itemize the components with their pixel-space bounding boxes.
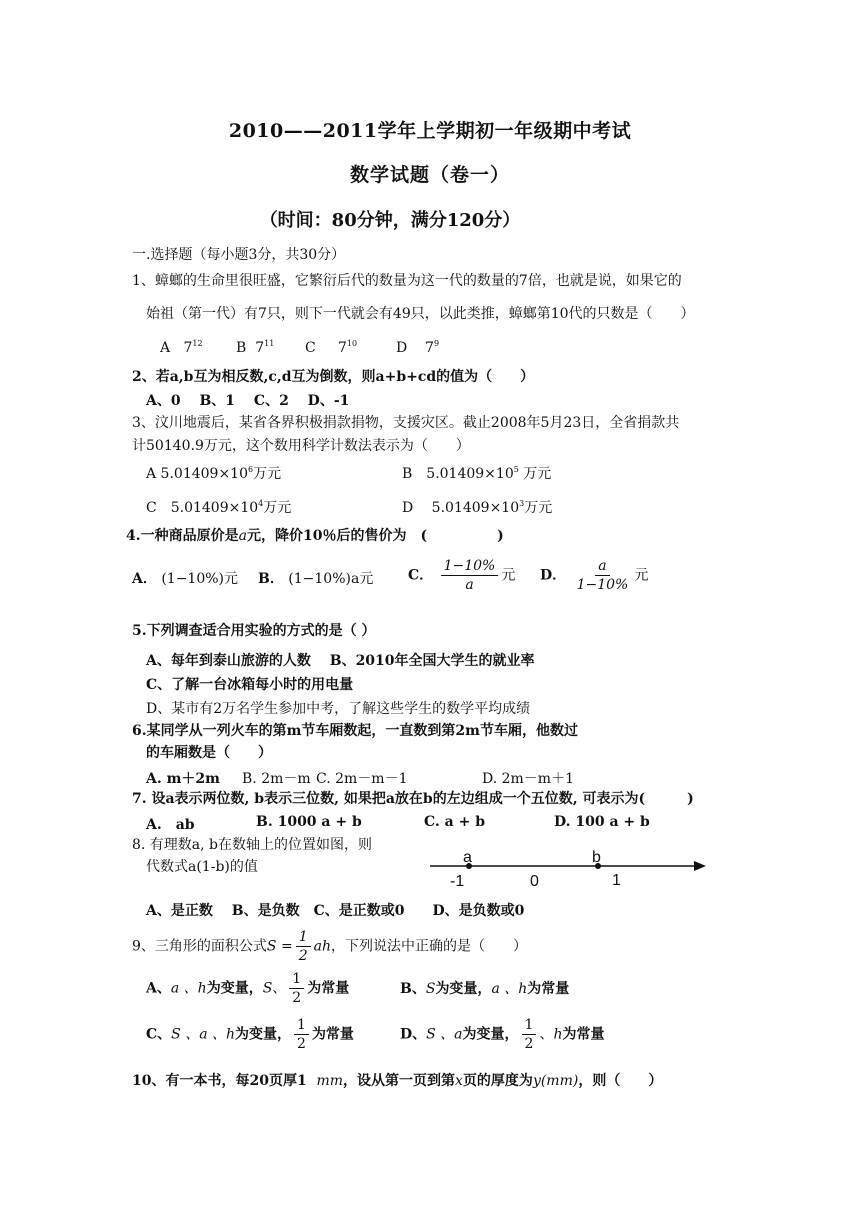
q9-formula-lhs: S = xyxy=(266,938,293,955)
q10-text-post: ，则（ ） xyxy=(578,1073,663,1089)
q4-text xyxy=(126,527,504,545)
exam-subtitle: 数学试题（卷一） xyxy=(349,164,510,186)
q4-opt-d-num: a xyxy=(595,557,609,576)
q5-option-c: C、了解一台冰箱每小时的用电量 xyxy=(146,677,354,693)
q7-option-d: D. 100 a + b xyxy=(554,814,650,830)
q9-opt-b-vars: a 、h xyxy=(491,981,528,997)
q9-option-d xyxy=(400,1016,604,1053)
q4-opt-b-unit: 元 xyxy=(359,571,374,587)
exam-title: 2010——2011学年上学期初一年级期中考试 xyxy=(228,120,632,142)
q1-opt-c-exp: 10 xyxy=(346,339,358,348)
q6-option-d: D. 2m－m＋1 xyxy=(482,771,574,787)
q6-line2: 的车厢数是（ ） xyxy=(146,745,272,761)
q10-text xyxy=(132,1070,662,1090)
exam-info: （时间：80分钟，满分120分） xyxy=(259,210,521,231)
q10-text-pre: 10、有一本书，每20页厚1 xyxy=(132,1073,307,1089)
q3-opt-b-text: B 5.01409×10 xyxy=(402,466,514,482)
q5-text: 5.下列调查适合用实验的方式的是（ ） xyxy=(132,623,376,639)
q4-opt-c-unit: 元 xyxy=(501,567,516,584)
q3-opt-d-unit: 万元 xyxy=(524,500,553,516)
q9-opt-a-label: A、 xyxy=(146,980,171,997)
q3-opt-c-unit: 万元 xyxy=(263,500,292,516)
q9-half-den: 2 xyxy=(298,948,308,964)
axis-label-b: b xyxy=(592,849,601,866)
q1-line2: 始祖（第一代）有7只，则下一代就会有49只，以此类推，蟑螂第10代的只数是（ ） xyxy=(146,306,695,322)
q1-opt-d-exp: 9 xyxy=(433,339,440,348)
q3-opt-a-exp: 6 xyxy=(248,465,254,474)
q4-option-b xyxy=(258,568,373,588)
q9-option-a xyxy=(146,970,349,1007)
q4-var-a: a xyxy=(238,528,247,544)
q1-opt-b-label: B xyxy=(236,340,247,356)
q8-line2: 代数式a(1-b)的值 xyxy=(146,859,258,875)
q4-opt-b-label: B． xyxy=(258,571,284,587)
q4-option-d xyxy=(540,557,648,594)
q4-opt-b-expr: (1−10%)a xyxy=(288,571,360,587)
q9-opt-c-post: 为常量 xyxy=(311,1026,354,1043)
q4-opt-a-unit: 元 xyxy=(224,571,239,587)
q10-var-y: y(mm) xyxy=(532,1073,579,1089)
q9-opt-c-half-num: 1 xyxy=(294,1016,309,1035)
q9-opt-d-sep: 、 xyxy=(539,1026,554,1043)
q9-opt-b-label: B、 xyxy=(400,981,426,997)
q9-text-pre: 9、三角形的面积公式 xyxy=(132,938,267,955)
q4-text-post: 元，降价10％后的售价为 ( ) xyxy=(246,528,504,544)
q9-text-post: ，下列说法中正确的是（ ） xyxy=(331,938,527,955)
q1-option-c xyxy=(305,340,357,356)
q3-opt-d-text: D 5.01409×10 xyxy=(402,500,520,516)
q3-opt-c-text: C 5.01409×10 xyxy=(146,500,259,516)
q3-option-b xyxy=(402,463,551,483)
q9-opt-d-post: 为常量 xyxy=(562,1026,605,1043)
q1-opt-b-base: 7 xyxy=(255,340,265,356)
q3-opt-b-exp: 5 xyxy=(513,465,519,474)
q9-opt-c-half-den: 2 xyxy=(297,1036,306,1052)
q4-opt-d-den: 1−10% xyxy=(576,577,629,593)
q3-opt-a-unit: 万元 xyxy=(253,466,282,482)
q9-opt-c-vars: S 、a 、h xyxy=(171,1026,236,1043)
q1-option-d xyxy=(396,340,439,356)
q4-opt-c-fraction xyxy=(441,557,499,594)
q1-opt-a-exp: 12 xyxy=(192,339,203,348)
q8-options: A、是正数 B、是负数 C、是正数或0 D、是负数或0 xyxy=(146,903,525,919)
q2-options: A、0 B、1 C、2 D、-1 xyxy=(146,393,350,409)
tick-label-0: 0 xyxy=(530,873,539,890)
q9-opt-b-mid: 为变量， xyxy=(435,981,492,997)
q9-formula-half xyxy=(296,928,311,965)
q4-opt-d-fraction xyxy=(574,557,632,594)
q4-opt-d-label: D． xyxy=(540,567,567,584)
q10-unit-mm: mm xyxy=(316,1073,344,1089)
q7-option-b: B. 1000 a + b xyxy=(256,814,362,830)
q3-option-a xyxy=(146,463,281,483)
q9-opt-a-half-num: 1 xyxy=(289,970,304,989)
q7-text: 7. 设a表示两位数, b表示三位数, 如果把a放在b的左边组成一个五位数, 可表示为( ) xyxy=(132,791,694,807)
q1-opt-d-label: D xyxy=(396,340,408,356)
q9-opt-d-vars: S 、a xyxy=(426,1026,463,1043)
q4-opt-d-unit: 元 xyxy=(634,567,649,584)
tick-label-1: 1 xyxy=(612,872,621,889)
q9-formula-rhs: ah xyxy=(313,938,331,955)
q4-text-pre: 4.一种商品原价是 xyxy=(126,528,239,544)
q3-line2: 计50140.9万元，这个数用科学计数法表示为（ ） xyxy=(132,438,470,454)
q6-option-a: A. m＋2m xyxy=(146,771,220,787)
q5-option-d: D、某市有2万名学生参加中考，了解这些学生的数学平均成绩 xyxy=(146,701,531,717)
q4-opt-c-den: a xyxy=(465,577,474,593)
q1-opt-a-label: A xyxy=(160,340,171,356)
q4-opt-a-expr: (1−10%) xyxy=(161,571,225,587)
q9-opt-a-post: 为常量 xyxy=(307,980,350,997)
axis-label-a: a xyxy=(463,849,472,866)
q9-opt-d-half-num: 1 xyxy=(522,1016,537,1035)
q4-opt-a-label: A． xyxy=(132,571,157,587)
q9-opt-c-mid: 为变量， xyxy=(235,1026,292,1043)
q9-opt-d-half xyxy=(522,1016,537,1053)
q9-opt-a-vars: a 、h xyxy=(170,980,207,997)
q9-text xyxy=(132,928,527,965)
q3-line1: 3、汶川地震后，某省各界积极捐款捐物，支援灾区。截止2008年5月23日，全省捐款共 xyxy=(132,415,680,431)
q9-option-c xyxy=(146,1016,354,1053)
q10-text-mid2: 页的厚度为 xyxy=(462,1073,533,1089)
q9-half-num: 1 xyxy=(296,928,311,947)
axis-arrow-icon xyxy=(694,861,706,871)
q9-opt-a-half-den: 2 xyxy=(292,990,302,1006)
q9-opt-a-s: S xyxy=(262,980,273,997)
q1-opt-c-label: C xyxy=(305,340,316,356)
q6-option-c: C. 2m－m－1 xyxy=(316,771,408,787)
q3-option-c xyxy=(146,497,291,517)
q9-option-b xyxy=(400,978,569,998)
q2-text: 2、若a,b互为相反数,c,d互为倒数，则a+b+cd的值为（ ） xyxy=(132,369,535,385)
q8-line1: 8. 有理数a, b在数轴上的位置如图，则 xyxy=(132,837,373,853)
q4-option-a xyxy=(132,568,238,588)
q3-opt-d-exp: 3 xyxy=(519,499,525,508)
q4-opt-c-num: 1−10% xyxy=(441,557,499,576)
q1-line1: 1、蟑螂的生命里很旺盛，它繁衍后代的数量为这一代的数量的7倍，也就是说，如果它的 xyxy=(132,273,682,289)
q9-opt-d-label: D、 xyxy=(400,1026,427,1043)
q1-opt-d-base: 7 xyxy=(425,340,434,356)
q1-opt-a-base: 7 xyxy=(183,340,193,356)
q9-opt-c-label: C、 xyxy=(146,1026,172,1043)
q3-opt-a-text: A 5.01409×10 xyxy=(146,466,248,482)
q9-opt-a-half xyxy=(289,970,304,1007)
q9-opt-d-mid: 为变量， xyxy=(462,1026,519,1043)
q10-var-x: x xyxy=(455,1073,463,1089)
q7-option-a: A. ab xyxy=(146,817,195,833)
q3-opt-b-unit: 万元 xyxy=(518,466,552,482)
q6-option-b: B. 2m－m xyxy=(242,771,311,787)
q1-opt-b-exp: 11 xyxy=(264,339,275,348)
q7-option-c: C. a + b xyxy=(424,814,485,830)
q4-opt-c-label: C． xyxy=(408,567,434,584)
section-heading: 一.选择题（每小题3分，共30分） xyxy=(132,247,346,263)
q1-opt-c-base: 7 xyxy=(337,340,347,356)
q9-opt-d-half-den: 2 xyxy=(524,1036,534,1052)
q9-opt-c-half xyxy=(294,1016,309,1053)
q6-line1: 6.某同学从一列火车的第m节车厢数起，一直数到第2m节车厢，他数过 xyxy=(132,723,578,739)
q4-option-c xyxy=(408,557,515,594)
q3-opt-c-exp: 4 xyxy=(258,499,264,508)
q1-option-a xyxy=(160,340,203,356)
q10-text-mid: ，设从第一页到第 xyxy=(343,1073,456,1089)
q3-option-d xyxy=(402,497,552,517)
q9-opt-a-mid: 为变量， xyxy=(206,980,263,997)
q5-option-ab: A、每年到泰山旅游的人数 B、2010年全国大学生的就业率 xyxy=(146,653,535,669)
q9-opt-b-s: S xyxy=(425,981,436,997)
number-line-figure xyxy=(424,842,708,892)
q9-opt-b-post: 为常量 xyxy=(527,981,570,997)
q9-opt-a-sep: 、 xyxy=(272,980,287,997)
q1-option-b xyxy=(236,340,274,356)
tick-label-neg1: -1 xyxy=(450,873,465,890)
q9-opt-d-h: h xyxy=(553,1026,563,1043)
